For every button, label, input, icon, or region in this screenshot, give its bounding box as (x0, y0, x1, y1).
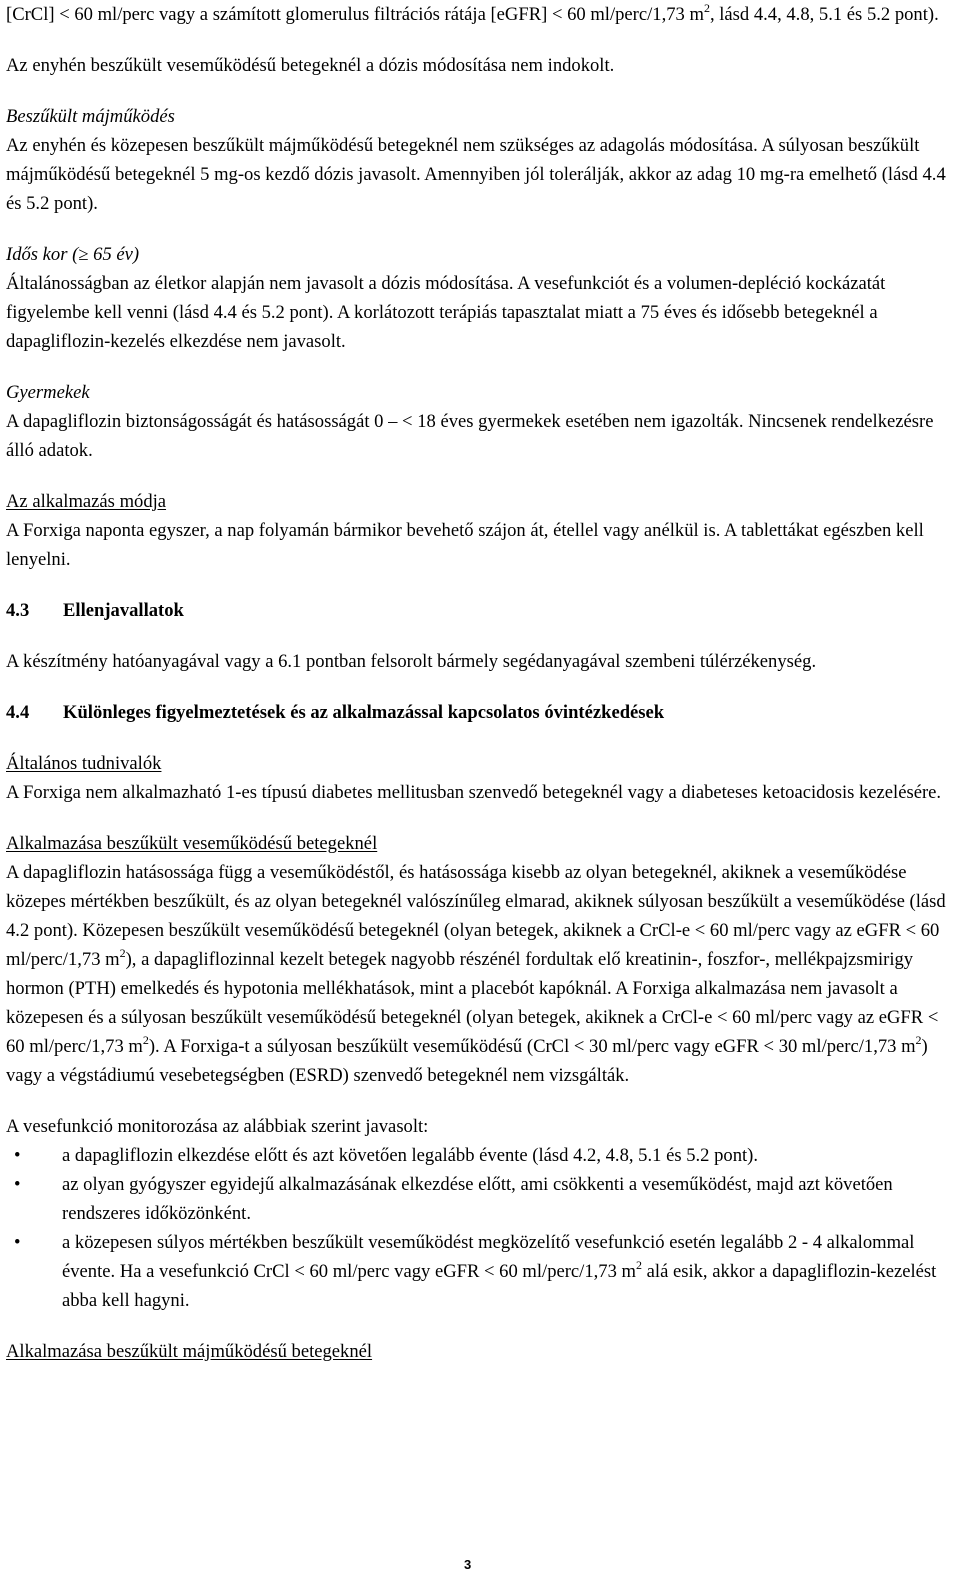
bullet-icon: • (14, 1174, 21, 1195)
section-4-4-number: 4.4 (6, 702, 30, 723)
section-4-3-number: 4.3 (6, 600, 30, 621)
elderly-heading: Idős kor (≥ 65 év) (6, 244, 140, 265)
children-heading: Gyermekek (6, 382, 90, 403)
general-text: A Forxiga nem alkalmazható 1-es típusú diabetes mellitusban szenvedő betegeknél vagy a diabeteses ketoacidosis kezelésére. (6, 782, 942, 803)
administration-text: A Forxiga naponta egyszer, a nap folyamán bármikor bevehető szájon át, étellel vagy anélkül is. A tablettákat egészben kell lenyelni. (6, 520, 924, 570)
monitoring-list (6, 1141, 951, 1315)
intro-paragraph: [CrCl] < 60 ml/perc vagy a számított glomerulus filtrációs rátája [eGFR] < 60 ml/perc/1,73 $m^2$, lásd 4.4, 4.8, 5.1 és 5.2 pont). (6, 0, 939, 25)
administration-heading: Az alkalmazás módja (6, 491, 167, 512)
contraindications-text: A készítmény hatóanyagával vagy a 6.1 pontban felsorolt bármely segédanyagával szembeni túlérzékenység. (6, 651, 817, 672)
section-4-3-title: Ellenjavallatok (63, 600, 184, 621)
section-4-4-title: Különleges figyelmeztetések és az alkalmazással kapcsolatos óvintézkedések (63, 702, 665, 723)
intro-renal-note: Az enyhén beszűkült veseműködésű betegeknél a dózis módosítása nem indokolt. (6, 55, 615, 76)
liver-text: Az enyhén és közepesen beszűkült májműködésű betegeknél nem szükséges az adagolás módosítása. A súlyosan beszűkült májműködésű betegeknél 5 mg-os kezdő dózis javasolt. Amennyiben jól tolerálják, akkor az adag 10 mg-ra emelhető (lásd 4.4 és 5.2 pont). (6, 135, 946, 214)
bullet-icon: • (14, 1232, 21, 1253)
elderly-text: Általánosságban az életkor alapján nem javasolt a dózis módosítása. A vesefunkciót és a volumen-depléció kockázatát figyelembe kell venni (lásd 4.4 és 5.2 pont). A korlátozott terápiás tapasztalat miatt a 75 éves és idősebb betegeknél a dapagliflozin-kezelés elkezdése nem javasolt. (6, 273, 886, 352)
section-4-4-heading (6, 698, 951, 727)
general-heading: Általános tudnivalók (6, 753, 162, 774)
list-item: • a dapagliflozin elkezdése előtt és azt követően legalább évente (lásd 4.2, 4.8, 5.1 és 5.2 pont). (6, 1141, 951, 1170)
monitoring-intro: A vesefunkció monitorozása az alábbiak szerint javasolt: (6, 1116, 429, 1137)
list-item: • a közepesen súlyos mértékben beszűkült veseműködést megközelítő vesefunkció esetén legalább 2 - 4 alkalommal évente. Ha a vesefunkció CrCl < 60 ml/perc vagy eGFR < 60 ml/perc/1,73 $m^2$ alá esik, akkor a dapagliflozin-kezelést abba kell hagyni. (6, 1228, 951, 1315)
renal-text: A dapagliflozin hatásossága függ a veseműködéstől, és hatásossága kisebb az olyan betegeknél, akiknek a veseműködése közepes mértékben beszűkült, és az olyan betegeknél valószínűleg elmarad, akiknek súlyosan beszűkült a veseműködése (lásd 4.2 pont). Közepesen beszűkült veseműködésű betegeknél (olyan betegek, akiknek a CrCl-e < 60 ml/perc vagy az eGFR < 60 ml/perc/1,73 $m^2$), a dapagliflozinnal kezelt betegek nagyobb részénél fordultak elő kreatinin-, foszfor-, mellékpajzsmirigy hormon (PTH) emelkedés és hypotonia mellékhatások, mint a placebót kapóknál. A Forxiga alkalmazása nem javasolt a közepesen és a súlyosan beszűkült veseműködésű betegeknél (olyan betegek, akiknek a CrCl-e < 60 ml/perc vagy az eGFR < 60 ml/perc/1,73 $m^2$). A Forxiga-t a súlyosan beszűkült veseműködésű (CrCl < 30 ml/perc vagy eGFR < 30 ml/perc/1,73 $m^2$) vagy a végstádiumú vesebetegségben (ESRD) szenvedő betegeknél nem vizsgálták. (6, 862, 946, 1086)
renal-heading: Alkalmazása beszűkült veseműködésű betegeknél (6, 833, 378, 854)
children-text: A dapagliflozin biztonságosságát és hatásosságát 0 – < 18 éves gyermekek esetében nem igazolták. Nincsenek rendelkezésre álló adatok. (6, 411, 934, 461)
liver-heading: Beszűkült májműködés (6, 106, 175, 127)
bullet-icon: • (14, 1145, 21, 1166)
section-4-3-heading (6, 596, 951, 625)
document-body (6, 0, 951, 1366)
page-number: 3 (464, 1557, 472, 1572)
hepatic-heading: Alkalmazása beszűkült májműködésű betegeknél (6, 1341, 373, 1362)
list-item: • az olyan gyógyszer egyidejű alkalmazásának elkezdése előtt, ami csökkenti a veseműködést, majd azt követően rendszeres időközönként. (6, 1170, 951, 1228)
